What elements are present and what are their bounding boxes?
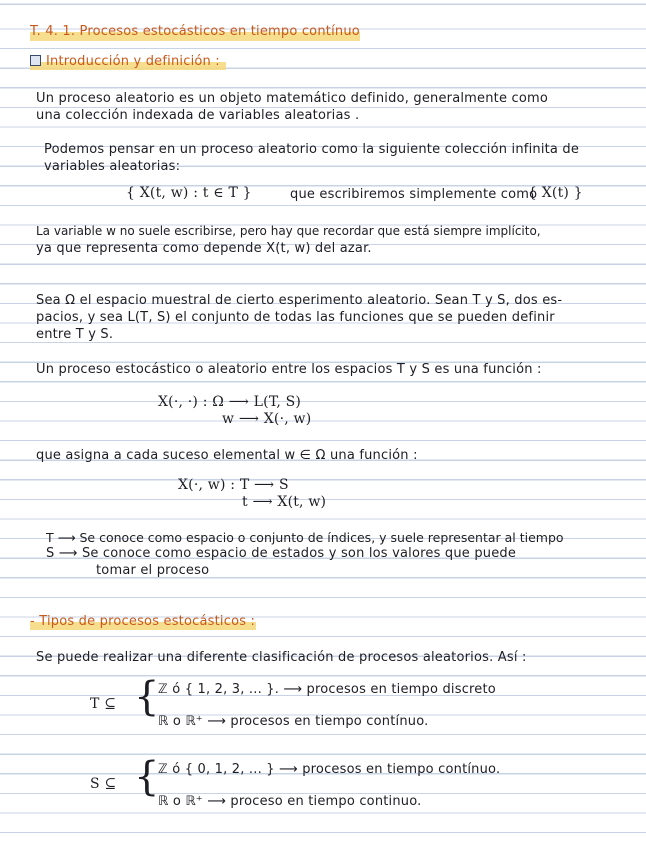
map-1-line-1: X(·, ·) : Ω ⟶ L(T, S) [158, 394, 302, 410]
paragraph-1-line-2: una colección indexada de variables aleatorias . [36, 108, 360, 123]
map-2-line-1: X(·, w) : T ⟶ S [178, 477, 289, 493]
paragraph-1-line-1: Un proceso aleatorio es un objeto matemático definido, generalmente como [36, 91, 549, 106]
notebook-icon [30, 55, 41, 66]
paragraph-5: Un proceso estocástico o aleatorio entre los espacios T y S es una función : [36, 362, 542, 377]
paragraph-3-line-2: ya que representa como depende X(t, w) del azar. [36, 241, 372, 256]
page-title: T. 4. 1. Procesos estocásticos en tiempo contínuo [30, 24, 360, 39]
paragraph-7-line-3: tomar el proceso [96, 563, 210, 578]
paragraph-7-line-2: S ⟶ Se conoce como espacio de estados y son los valores que puede [46, 546, 517, 561]
paragraph-7-line-1: T ⟶ Se conoce como espacio o conjunto de índices, y suele representar al tiempo [46, 530, 564, 545]
classification-S-item-2: ℝ o ℝ⁺ ⟶ proceso en tiempo continuo. [158, 794, 422, 809]
collection-text: que escribiremos simplemente como [290, 187, 538, 202]
classification-T-brace: { [134, 674, 160, 720]
paragraph-4-line-1: Sea Ω el espacio muestral de cierto esperimento aleatorio. Sean T y S, dos es- [36, 293, 563, 308]
map-1-line-2: w ⟶ X(·, w) [222, 411, 312, 427]
classification-T-label: T ⊆ [90, 696, 117, 712]
collection-short-formula: { X(t) } [528, 185, 583, 201]
collection-formula: { X(t, w) : t ∈ T } [126, 185, 252, 201]
paragraph-4-line-3: entre T y S. [36, 327, 114, 342]
classification-S-label: S ⊆ [90, 776, 117, 792]
classification-S-brace: { [134, 754, 160, 800]
section-tipos-heading: - Tipos de procesos estocásticos : [30, 614, 256, 629]
paragraph-8: Se puede realizar una diferente clasificación de procesos aleatorios. Así : [36, 650, 527, 665]
section-intro-label: Introducción y definición : [46, 54, 220, 69]
map-2-line-2: t ⟶ X(t, w) [242, 494, 327, 510]
section-intro-heading [30, 54, 220, 69]
paragraph-2-line-1: Podemos pensar en un proceso aleatorio como la siguiente colección infinita de [44, 142, 580, 157]
classification-T-item-2: ℝ o ℝ⁺ ⟶ procesos en tiempo contínuo. [158, 714, 429, 729]
classification-T-item-1: ℤ ó { 1, 2, 3, ... }. ⟶ procesos en tiempo discreto [158, 682, 496, 697]
paragraph-2-line-2: variables aleatorias: [44, 159, 181, 174]
paragraph-3-line-1: La variable w no suele escribirse, pero hay que recordar que está siempre implícito, [36, 224, 541, 238]
classification-S-item-1: ℤ ó { 0, 1, 2, ... } ⟶ procesos en tiempo contínuo. [158, 762, 501, 777]
paragraph-4-line-2: pacios, y sea L(T, S) el conjunto de todas las funciones que se pueden definir [36, 310, 555, 325]
paragraph-6: que asigna a cada suceso elemental w ∈ Ω una función : [36, 448, 418, 463]
